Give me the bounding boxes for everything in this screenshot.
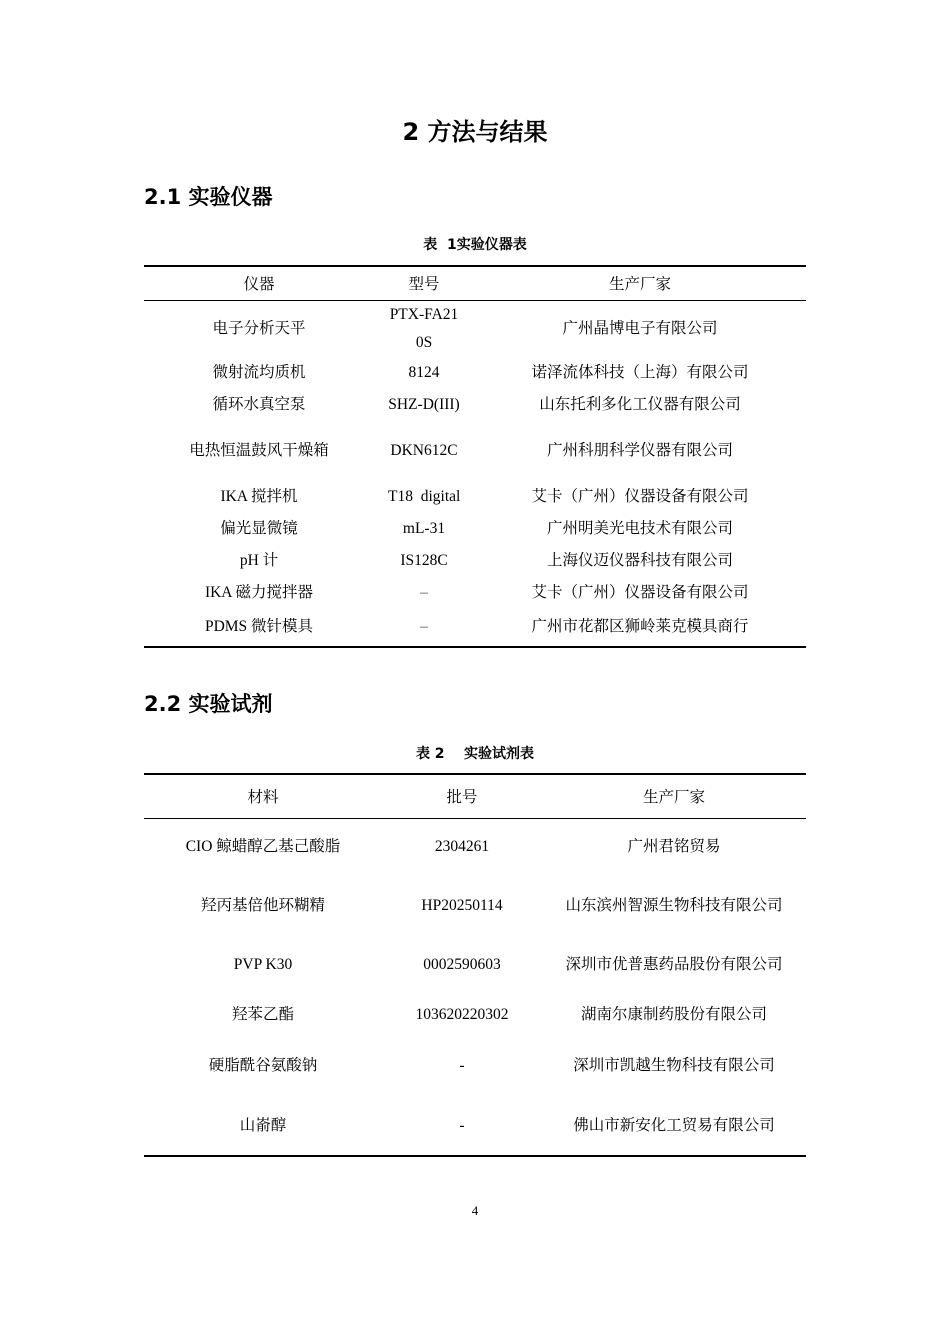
model-cell: – [420, 583, 428, 601]
table-row [144, 545, 806, 577]
table-row [144, 389, 806, 421]
instrument-cell: 电热恒温鼓风干燥箱 [189, 441, 329, 459]
table-row [144, 481, 806, 513]
manufacturer-cell: 艾卡（广州）仪器设备有限公司 [531, 583, 749, 601]
instrument-cell: 微射流均质机 [212, 363, 306, 381]
model-cell: T18 digital [388, 487, 461, 505]
table-header-row [144, 774, 806, 818]
column-header-manufacturer: 生产厂家 [542, 774, 806, 818]
batch-cell: HP20250114 [421, 897, 503, 914]
material-cell: 硬脂酰谷氨酸钠 [208, 1057, 318, 1074]
table-row [144, 1036, 806, 1096]
table-row [144, 994, 806, 1036]
instrument-cell: IKA 磁力搅拌器 [204, 583, 314, 601]
table-row [144, 1096, 806, 1156]
table-row [144, 300, 806, 357]
manufacturer-cell: 湖南尔康制药股份有限公司 [580, 1006, 767, 1023]
instrument-cell: 偏光显微镜 [220, 519, 298, 537]
batch-cell: - [459, 1057, 465, 1074]
manufacturer-cell: 佛山市新安化工贸易有限公司 [542, 1096, 806, 1156]
manufacturer-cell: 山东滨州智源生物科技有限公司 [565, 897, 783, 914]
manufacturer-cell: 山东托利多化工仪器有限公司 [539, 395, 741, 413]
table-row [144, 609, 806, 647]
batch-cell: 103620220302 [415, 1006, 509, 1023]
batch-cell: - [382, 1096, 542, 1156]
manufacturer-cell: 诺泽流体科技（上海）有限公司 [531, 363, 749, 381]
batch-cell: 2304261 [434, 838, 490, 856]
table-header-row [144, 266, 806, 300]
material-cell: PVP K30 [233, 956, 293, 973]
manufacturer-cell: 广州明美光电技术有限公司 [546, 519, 733, 537]
column-header-manufacturer: 生产厂家 [474, 266, 806, 300]
model-cell: SHZ-D(III) [388, 395, 460, 413]
material-cell: 山嵛醇 [144, 1096, 382, 1156]
table1-caption: 表 1实验仪器表 [423, 237, 527, 253]
material-cell: CIO 鲸蜡醇乙基己酸脂 [185, 838, 341, 856]
instrument-cell: IKA 搅拌机 [220, 487, 298, 505]
manufacturer-cell: 深圳市优普惠药品股份有限公司 [565, 956, 783, 973]
manufacturer-cell: 广州市花都区狮岭莱克模具商行 [474, 609, 806, 647]
column-header-model: 型号 [374, 266, 474, 300]
instruments-table [144, 265, 806, 648]
section-heading-instruments: 2.1 实验仪器 [144, 185, 273, 209]
table-row [144, 876, 806, 936]
column-header-material: 材料 [144, 774, 382, 818]
model-cell: mL-31 [402, 519, 446, 537]
section-heading-reagents: 2.2 实验试剂 [144, 692, 273, 716]
table-row [144, 357, 806, 389]
manufacturer-cell: 广州科朋科学仪器有限公司 [546, 441, 733, 459]
table-row [144, 818, 806, 876]
manufacturer-cell: 艾卡（广州）仪器设备有限公司 [531, 487, 749, 505]
model-cell: 8124 [408, 363, 440, 381]
instrument-cell: 循环水真空泵 [212, 395, 306, 413]
manufacturer-cell: 广州晶博电子有限公司 [562, 319, 718, 337]
table-row [144, 936, 806, 994]
instrument-cell: pH 计 [239, 551, 279, 569]
table-row [144, 513, 806, 545]
column-header-instrument: 仪器 [144, 266, 374, 300]
model-cell: DKN612C [390, 441, 458, 459]
material-cell: 羟丙基倍他环糊精 [200, 897, 325, 914]
instrument-cell: 电子分析天平 [212, 319, 306, 337]
column-header-batch: 批号 [382, 774, 542, 818]
chapter-title: 2 方法与结果 [402, 118, 548, 146]
manufacturer-cell: 深圳市凯越生物科技有限公司 [573, 1057, 775, 1074]
table-row [144, 577, 806, 609]
table-row [144, 421, 806, 481]
batch-cell: 0002590603 [423, 956, 501, 973]
model-cell: IS128C [400, 551, 448, 569]
instrument-cell: PDMS 微针模具 [144, 609, 374, 647]
reagents-table [144, 773, 806, 1157]
model-cell: – [374, 609, 474, 647]
model-cell: PTX-FA210S [389, 305, 459, 351]
manufacturer-cell: 广州君铭贸易 [627, 838, 721, 856]
page-number: 4 [471, 1203, 479, 1218]
material-cell: 羟苯乙酯 [231, 1006, 294, 1023]
table2-caption: 表 2 实验试剂表 [415, 746, 535, 762]
manufacturer-cell: 上海仪迈仪器科技有限公司 [546, 551, 733, 569]
